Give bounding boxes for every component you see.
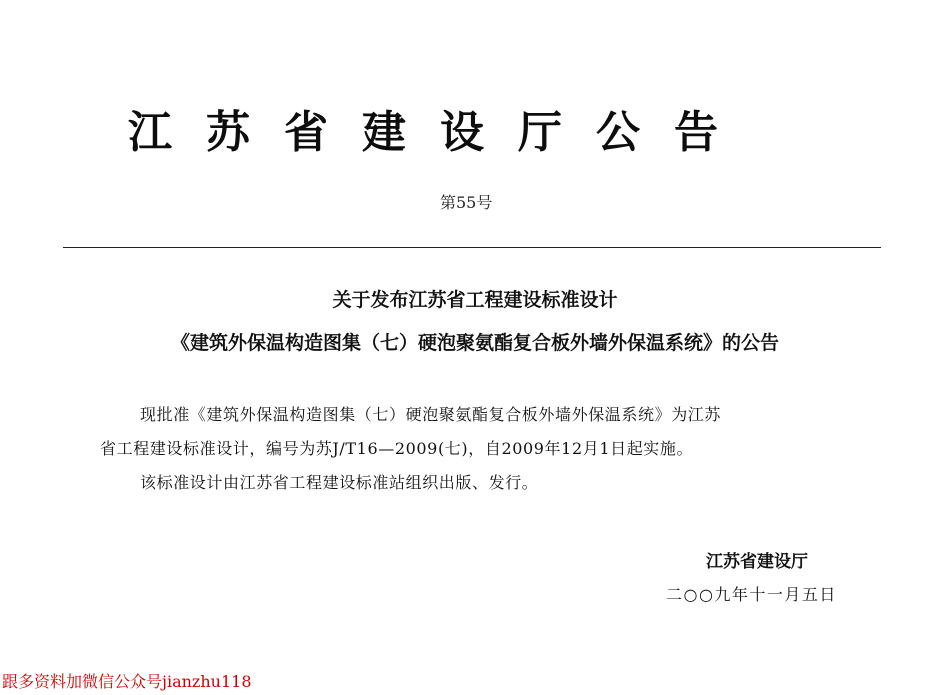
footer-watermark-note: 跟多资料加微信公众号jianzhu118 (2, 672, 252, 691)
body-paragraph-1-line-2: 省工程建设标准设计，编号为苏J/T16—2009(七)，自2009年12月1日起实施。 (100, 439, 694, 458)
signer-name: 江苏省建设厅 (706, 552, 808, 572)
announcement-title-line-2: 《建筑外保温构造图集（七）硬泡聚氨酯复合板外墙外保温系统》的公告 (170, 332, 779, 354)
signature-date: 二○○九年十一月五日 (666, 585, 837, 604)
announcement-title-line-1: 关于发布江苏省工程建设标准设计 (332, 289, 618, 311)
body-paragraph-1-line-1: 现批准《建筑外保温构造图集（七）硬泡聚氨酯复合板外墙外保温系统》为江苏 (140, 405, 722, 424)
announcement-agency-heading: 江苏省建设厅公告 (128, 107, 752, 158)
announcement-number: 第55号 (440, 193, 493, 212)
body-paragraph-2: 该标准设计由江苏省工程建设标准站组织出版、发行。 (140, 473, 539, 492)
header-divider (63, 247, 881, 248)
